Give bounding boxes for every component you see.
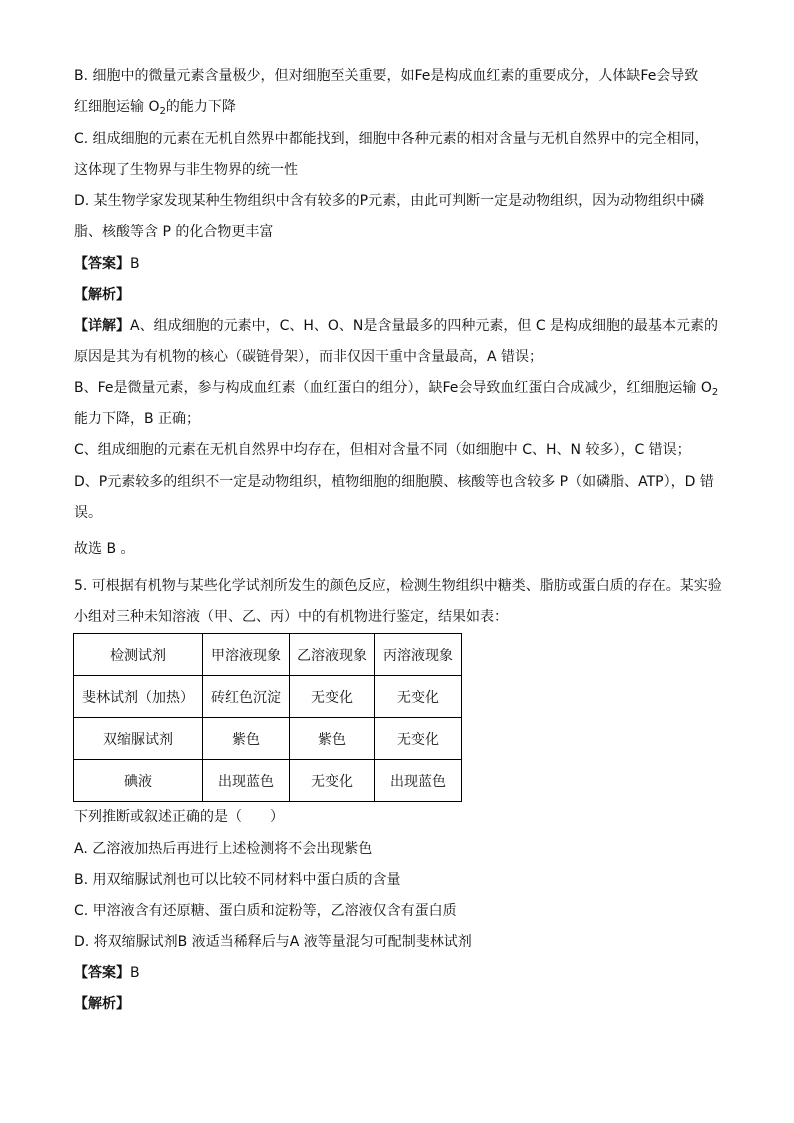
table-cell: 紫色 bbox=[290, 718, 375, 760]
subscript-2: 2 bbox=[159, 106, 166, 117]
detail-line4: 能力下降，B 正确； bbox=[74, 411, 201, 427]
option-b-line1: B. 细胞中的微量元素含量极少，但对细胞至关重要，如Fe是构成血红素的重要成分，人体缺Fe会导致 bbox=[74, 68, 699, 84]
table-cell: 无变化 bbox=[375, 718, 462, 760]
answer-label: 【答案】 bbox=[74, 965, 130, 981]
detail-line2: 原因是其为有机物的核心（碳链骨架），而非仅因干重中含量最高，A 错误； bbox=[74, 349, 544, 365]
option-d-line1: D. 某生物学家发现某种生物组织中含有较多的P元素，由此可判断一定是动物组织，因为动物组织中磷 bbox=[74, 193, 705, 209]
results-table bbox=[73, 633, 462, 802]
table-cell: 砖红色沉淀 bbox=[203, 676, 290, 718]
table-row bbox=[74, 760, 462, 802]
table-header-cell: 丙溶液现象 bbox=[375, 634, 462, 676]
detail-line7: 误。 bbox=[74, 505, 102, 521]
table-row bbox=[74, 718, 462, 760]
analysis-label: 【解析】 bbox=[74, 287, 130, 303]
option-c-line1: C. 组成细胞的元素在无机自然界中都能找到，细胞中各种元素的相对含量与无机自然界中的完全相同， bbox=[74, 131, 709, 147]
table-cell: 斐林试剂（加热） bbox=[74, 676, 203, 718]
q5-stem-line1: 5. 可根据有机物与某些化学试剂所发生的颜色反应，检测生物组织中糖类、脂肪或蛋白质的存在。某实验 bbox=[74, 578, 722, 594]
detail-line3 bbox=[74, 378, 718, 403]
table-header-cell: 乙溶液现象 bbox=[290, 634, 375, 676]
table-cell: 无变化 bbox=[375, 676, 462, 718]
table-cell: 无变化 bbox=[290, 676, 375, 718]
option-c-line2: 这体现了生物界与非生物界的统一性 bbox=[74, 162, 298, 178]
option-b-line2-pre: 红细胞运输 O bbox=[74, 99, 160, 115]
table-cell: 出现蓝色 bbox=[203, 760, 290, 802]
q5-option-b: B. 用双缩脲试剂也可以比较不同材料中蛋白质的含量 bbox=[74, 872, 401, 888]
detail-line5: C、组成细胞的元素在无机自然界中均存在，但相对含量不同（如细胞中 C、H、N 较多），C 错误； bbox=[74, 442, 691, 458]
detail-line1 bbox=[74, 316, 718, 336]
table-cell: 双缩脲试剂 bbox=[74, 718, 203, 760]
q5-analysis-label: 【解析】 bbox=[74, 996, 130, 1012]
answer-line bbox=[74, 254, 140, 274]
table-cell: 紫色 bbox=[203, 718, 290, 760]
detail-line1-text: A、组成细胞的元素中，C、H、O、N是含量最多的四种元素，但 C 是构成细胞的最基本元素的 bbox=[130, 318, 719, 334]
answer-value: B bbox=[130, 965, 140, 981]
option-b-line2-post: 的能力下降 bbox=[165, 99, 236, 115]
conclusion: 故选 B 。 bbox=[74, 541, 135, 557]
table-header-cell: 检测试剂 bbox=[74, 634, 203, 676]
detail-line3-text: B、Fe是微量元素，参与构成血红素（血红蛋白的组分），缺Fe会导致血红蛋白合成减少，红细胞运输 O bbox=[74, 380, 712, 396]
subscript-2: 2 bbox=[711, 387, 719, 398]
q5-option-d: D. 将双缩脲试剂B 液适当稀释后与A 液等量混匀可配制斐林试剂 bbox=[74, 934, 472, 950]
q5-stem-line2: 小组对三种未知溶液（甲、乙、丙）中的有机物进行鉴定，结果如表： bbox=[74, 609, 508, 625]
table-header-row bbox=[74, 634, 462, 676]
detail-line6: D、P元素较多的组织不一定是动物组织，植物细胞的细胞膜、核酸等也含较多 P（如磷脂、ATP），D 错 bbox=[74, 474, 714, 490]
option-d-line2: 脂、核酸等含 P 的化合物更丰富 bbox=[74, 224, 274, 240]
q5-option-a: A. 乙溶液加热后再进行上述检测将不会出现紫色 bbox=[74, 841, 373, 857]
table-row bbox=[74, 676, 462, 718]
q5-option-c: C. 甲溶液含有还原糖、蛋白质和淀粉等，乙溶液仅含有蛋白质 bbox=[74, 903, 457, 919]
table-cell: 出现蓝色 bbox=[375, 760, 462, 802]
q5-prompt: 下列推断或叙述正确的是（ ） bbox=[74, 809, 284, 825]
answer-value: B bbox=[130, 256, 140, 272]
detail-label: 【详解】 bbox=[74, 318, 130, 334]
table-header-cell: 甲溶液现象 bbox=[203, 634, 290, 676]
table-cell: 无变化 bbox=[290, 760, 375, 802]
table-cell: 碘液 bbox=[74, 760, 203, 802]
option-b-line2 bbox=[74, 97, 236, 122]
answer-label: 【答案】 bbox=[74, 256, 130, 272]
q5-answer-line bbox=[74, 963, 140, 983]
